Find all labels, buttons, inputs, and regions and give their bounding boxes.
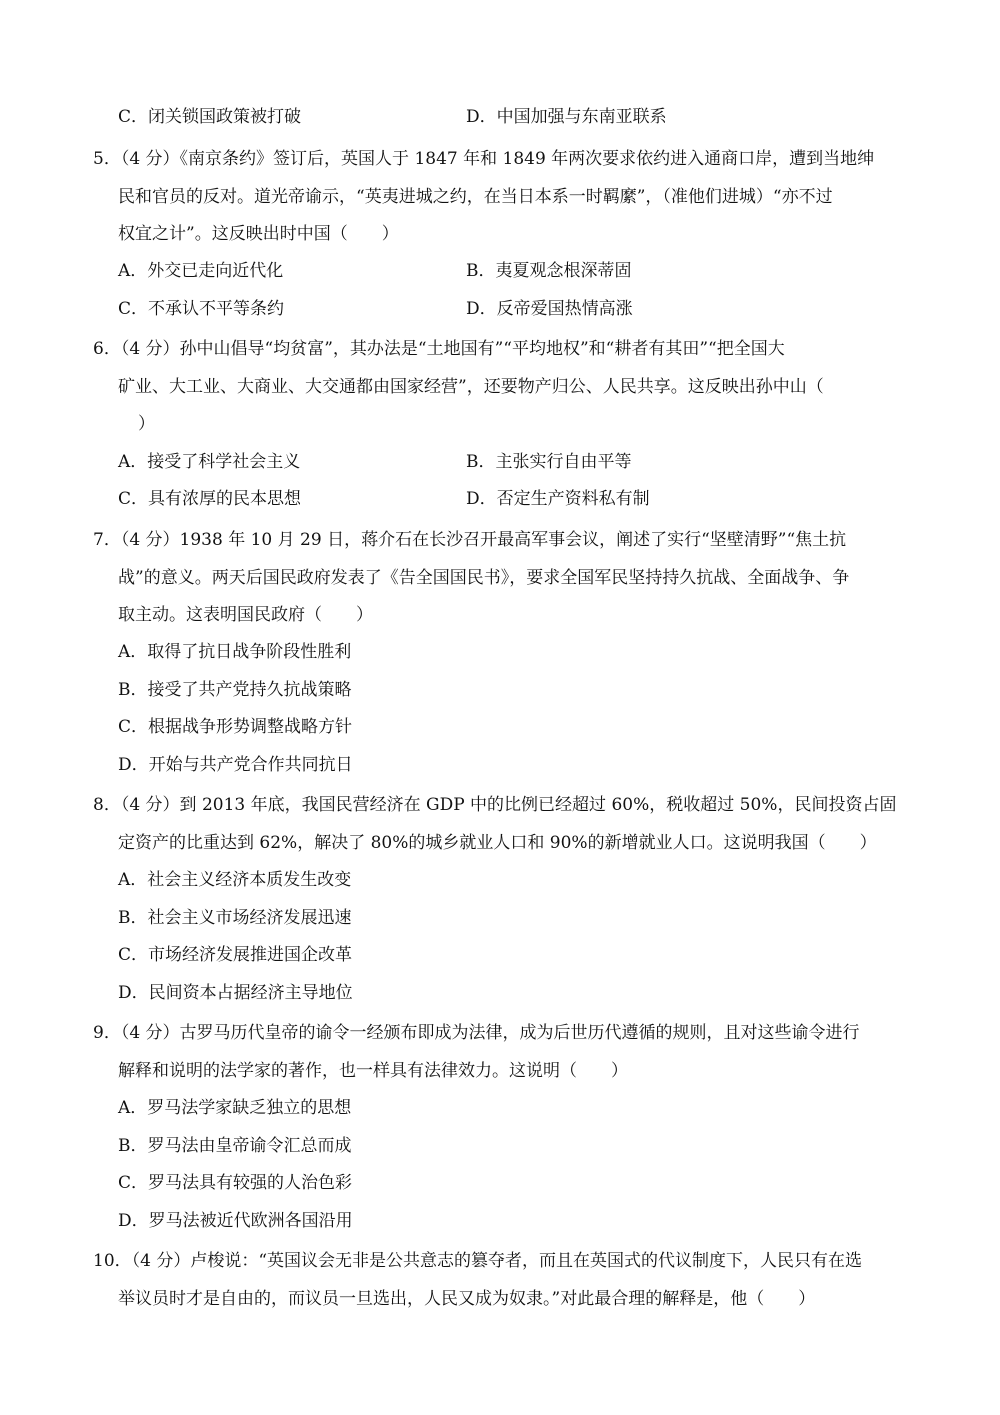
q6-stem-line2: 矿业、大工业、大商业、大交通都由国家经营”，还要物产归公、人民共享。这反映出孙中山（	[118, 377, 824, 397]
q6-option-a: A．接受了科学社会主义	[118, 452, 301, 472]
q7-stem-line3: 取主动。这表明国民政府（ ）	[118, 605, 373, 625]
q5-option-d: D．反帝爱国热情高涨	[466, 299, 633, 319]
q10-stem-line2: 举议员时才是自由的，而议员一旦选出，人民又成为奴隶。”对此最合理的解释是，他（ ）	[118, 1289, 816, 1309]
q7-option-d: D．开始与共产党合作共同抗日	[118, 755, 353, 775]
q5-stem-line1: 5．（4 分）《南京条约》签订后，英国人于 1847 年和 1849 年两次要求依约进入通商口岸，遭到当地绅	[93, 149, 875, 169]
q6-option-d: D．否定生产资料私有制	[466, 489, 650, 509]
q9-option-b: B．罗马法由皇帝谕令汇总而成	[118, 1136, 352, 1156]
q5-stem-line3: 权宜之计”。这反映出时中国（ ）	[118, 224, 399, 244]
q5-option-b: B．夷夏观念根深蒂固	[466, 261, 632, 281]
q8-stem-line2: 定资产的比重达到 62%，解决了 80%的城乡就业人口和 90%的新增就业人口。这说明我国（ ）	[118, 833, 877, 853]
q4-option-d: D．中国加强与东南亚联系	[466, 107, 667, 127]
q5-option-a: A．外交已走向近代化	[118, 261, 284, 281]
q6-option-c: C．具有浓厚的民本思想	[118, 489, 302, 509]
q9-stem-line2: 解释和说明的法学家的著作，也一样具有法律效力。这说明（ ）	[118, 1061, 628, 1081]
q9-stem-line1: 9．（4 分）古罗马历代皇帝的谕令一经颁布即成为法律，成为后世历代遵循的规则，且对这些谕令进行	[93, 1023, 860, 1043]
q8-stem-line1: 8．（4 分）到 2013 年底，我国民营经济在 GDP 中的比例已经超过 60%，税收超过 50%，民间投资占固	[93, 795, 897, 815]
q9-option-c: C．罗马法具有较强的人治色彩	[118, 1173, 353, 1193]
q7-stem-line1: 7．（4 分）1938 年 10 月 29 日，蒋介石在长沙召开最高军事会议，阐述了实行“坚壁清野”“焦土抗	[93, 530, 847, 550]
q7-option-a: A．取得了抗日战争阶段性胜利	[118, 642, 352, 662]
q6-stem-line1: 6．（4 分）孙中山倡导“均贫富”，其办法是“土地国有”“平均地权”和“耕者有其田”“把全国大	[93, 339, 785, 359]
q5-stem-line2: 民和官员的反对。道光帝谕示，“英夷进城之约，在当日本系一时羁縻”，（准他们进城）“亦不过	[118, 187, 833, 207]
q9-option-a: A．罗马法学家缺乏独立的思想	[118, 1098, 352, 1118]
q6-option-b: B．主张实行自由平等	[466, 452, 632, 472]
q5-option-c: C．不承认不平等条约	[118, 299, 285, 319]
q7-option-c: C．根据战争形势调整战略方针	[118, 717, 353, 737]
q8-option-a: A．社会主义经济本质发生改变	[118, 870, 352, 890]
q4-option-c: C．闭关锁国政策被打破	[118, 107, 302, 127]
q6-stem-line3: ）	[138, 414, 155, 434]
q8-option-b: B．社会主义市场经济发展迅速	[118, 908, 352, 928]
q9-option-d: D．罗马法被近代欧洲各国沿用	[118, 1211, 353, 1231]
q7-option-b: B．接受了共产党持久抗战策略	[118, 680, 352, 700]
q8-option-d: D．民间资本占据经济主导地位	[118, 983, 353, 1003]
q10-stem-line1: 10．（4 分）卢梭说：“英国议会无非是公共意志的篡夺者，而且在英国式的代议制度下，人民只有在选	[93, 1251, 863, 1271]
q7-stem-line2: 战”的意义。两天后国民政府发表了《告全国国民书》，要求全国军民坚持持久抗战、全面战争、争	[118, 568, 850, 588]
q8-option-c: C．市场经济发展推进国企改革	[118, 945, 353, 965]
